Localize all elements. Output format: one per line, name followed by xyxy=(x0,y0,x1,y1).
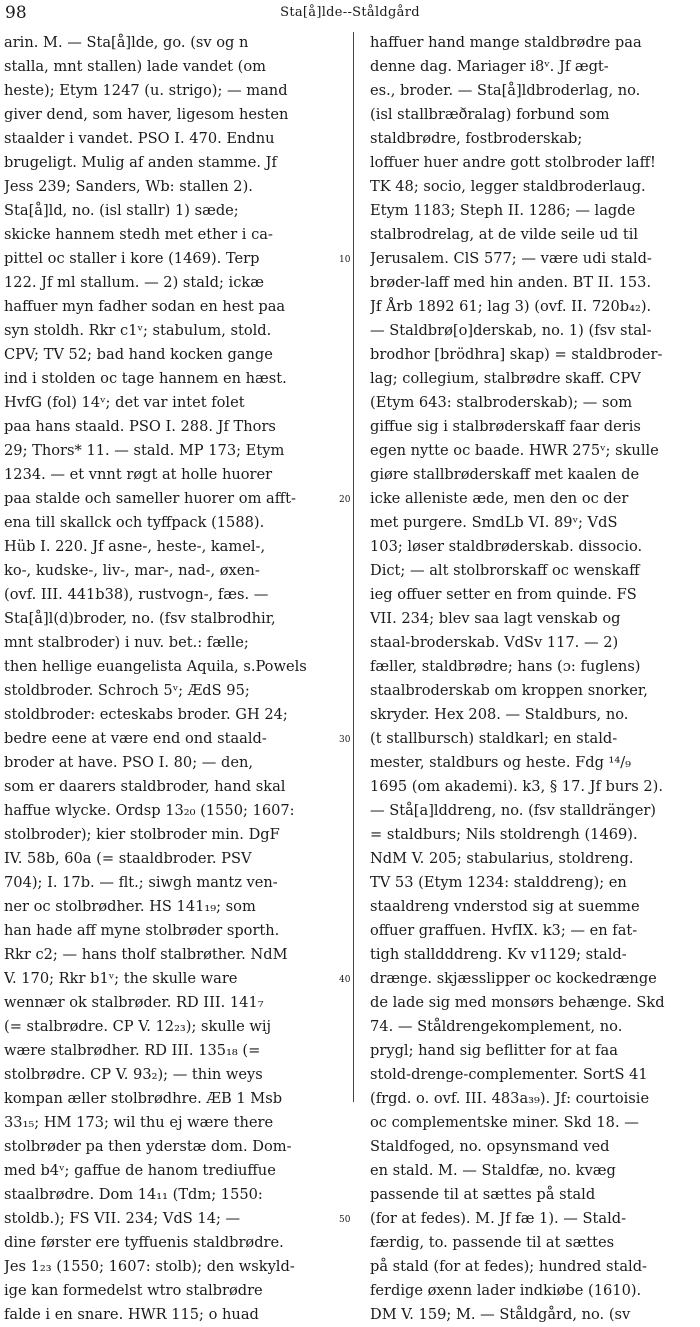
text-line: staldbrødre, fostbroderskab; xyxy=(370,130,583,147)
text-line: oc complementske miner. Skd 18. — xyxy=(370,1114,639,1131)
text-line: ko-, kudske-, liv-, mar-, nad-, øxen- xyxy=(4,562,260,579)
text-line: offuer graffuen. HvfIX. k3; — en fat- xyxy=(370,922,638,939)
running-head: Sta[å]lde--Ståldgård xyxy=(280,5,420,20)
text-line: han hade aff myne stolbrøder sporth. xyxy=(4,922,280,939)
column-rule xyxy=(353,32,354,1102)
text-line: met purgere. SmdLb VI. 89ᵛ; VdS xyxy=(370,514,618,531)
text-line: pittel oc staller i kore (1469). Terp xyxy=(4,250,260,267)
text-line: ind i stolden oc tage hannem en hæst. xyxy=(4,370,287,387)
text-line: drænge. skjæsslipper oc kockedrænge xyxy=(370,970,657,987)
text-line: then hellige euangelista Aquila, s.Powels xyxy=(4,658,307,675)
text-line: ner oc stolbrødher. HS 141₁₉; som xyxy=(4,898,256,915)
text-line: stoldbroder: ecteskabs broder. GH 24; xyxy=(4,706,288,723)
text-line: Sta[å]l(d)broder, no. (fsv stalbrodhir, xyxy=(4,610,276,627)
text-line: denne dag. Mariager i8ᵛ. Jf ægt- xyxy=(370,58,609,75)
text-line: stolbroder); kier stolbroder min. DgF xyxy=(4,826,280,843)
text-line: TV 53 (Etym 1234: stalddreng); en xyxy=(370,874,627,891)
right-column xyxy=(370,31,696,1327)
text-line: — Staldbrø[o]derskab, no. 1) (fsv stal- xyxy=(370,322,652,339)
text-line: skryder. Hex 208. — Staldburs, no. xyxy=(370,706,629,723)
text-line: 103; løser staldbrøderskab. dissocio. xyxy=(370,538,643,555)
text-line: staalbroderskab om kroppen snorker, xyxy=(370,682,648,699)
text-line: TK 48; socio, legger staldbroderlaug. xyxy=(370,178,646,195)
text-line: (frgd. o. ovf. III. 483a₃₉). Jf: courtoisie xyxy=(370,1090,650,1107)
text-line: giver dend, som haver, ligesom hesten xyxy=(4,106,289,123)
line-number-marker: 30 xyxy=(339,735,351,745)
line-number-marker: 20 xyxy=(339,495,351,505)
text-line: passende til at sættes på stald xyxy=(370,1186,596,1203)
text-line: stolbrøder pa then yderstæ dom. Dom- xyxy=(4,1138,292,1155)
page-number: 98 xyxy=(5,3,27,23)
text-line: på stald (for at fedes); hundred stald- xyxy=(370,1258,647,1275)
text-line: brugeligt. Mulig af anden stamme. Jf xyxy=(4,154,277,171)
text-line: brøder-laff med hin anden. BT II. 153. xyxy=(370,274,652,291)
text-line: (= stalbrødre. CP V. 12₂₃); skulle wij xyxy=(4,1018,272,1035)
text-line: loffuer huer andre gott stolbroder laff! xyxy=(370,154,656,171)
text-line: (isl stallbræðralag) forbund som xyxy=(370,106,610,123)
text-line: giøre stallbrøderskaff met kaalen de xyxy=(370,466,640,483)
text-line: dine førster ere tyffuenis staldbrødre. xyxy=(4,1234,284,1251)
text-line: ieg offuer setter en from quinde. FS xyxy=(370,586,637,603)
left-column xyxy=(4,31,337,1327)
text-line: = staldburs; Nils stoldrengh (1469). xyxy=(370,826,638,843)
text-line: haffuer myn fadher sodan en hest paa xyxy=(4,298,286,315)
text-line: mester, staldburs og heste. Fdg ¹⁴/₉ xyxy=(370,754,632,771)
text-line: NdM V. 205; stabularius, stoldreng. xyxy=(370,850,634,867)
text-line: stoldbroder. Schroch 5ᵛ; ÆdS 95; xyxy=(4,682,250,699)
text-line: staalder i vandet. PSO I. 470. Endnu xyxy=(4,130,275,147)
text-line: 29; Thors* 11. — stald. MP 173; Etym xyxy=(4,442,285,459)
text-line: tigh stalldddreng. Kv v1129; stald- xyxy=(370,946,627,963)
text-line: prygl; hand sig beflitter for at faa xyxy=(370,1042,618,1059)
text-line: Etym 1183; Steph II. 1286; — lagde xyxy=(370,202,636,219)
text-line: Jf Årb 1892 61; lag 3) (ovf. II. 720b₄₂). xyxy=(370,298,652,315)
text-line: (Etym 643: stalbroderskab); — som xyxy=(370,394,633,411)
text-line: Jerusalem. ClS 577; — være udi stald- xyxy=(370,250,652,267)
text-line: — Stå[a]lddreng, no. (fsv stalldränger) xyxy=(370,802,656,819)
text-line: en stald. M. — Staldfæ, no. kvæg xyxy=(370,1162,616,1179)
text-line: broder at have. PSO I. 80; — den, xyxy=(4,754,253,771)
text-line: Dict; — alt stolbrorskaff oc wenskaff xyxy=(370,562,640,579)
text-line: brodhor [brödhra] skap) = staldbroder- xyxy=(370,346,663,363)
text-line: IV. 58b, 60a (= staaldbroder. PSV xyxy=(4,850,252,867)
text-line: staalbrødre. Dom 14₁₁ (Tdm; 1550: xyxy=(4,1186,263,1203)
text-line: paa stalde och sameller huorer om afft- xyxy=(4,490,296,507)
text-line: stolbrødre. CP V. 93₂); — thin weys xyxy=(4,1066,263,1083)
text-line: heste); Etym 1247 (u. strigo); — mand xyxy=(4,82,288,99)
text-line: DM V. 159; M. — Ståldgård, no. (sv xyxy=(370,1306,631,1323)
text-line: 74. — Ståldrengekomplement, no. xyxy=(370,1018,623,1035)
text-line: haffuer hand mange staldbrødre paa xyxy=(370,34,642,51)
text-line: 1695 (om akademi). k3, § 17. Jf burs 2). xyxy=(370,778,663,795)
text-line: V. 170; Rkr b1ᵛ; the skulle ware xyxy=(4,970,238,987)
text-line: 33₁₅; HM 173; wil thu ej wære there xyxy=(4,1114,274,1131)
text-line: skicke hannem stedh met ether i ca- xyxy=(4,226,273,243)
text-line: Jes 1₂₃ (1550; 1607: stolb); den wskyld- xyxy=(4,1258,295,1275)
text-line: 122. Jf ml stallum. — 2) stald; ickæ xyxy=(4,274,264,291)
text-line: es., broder. — Sta[å]ldbroderlag, no. xyxy=(370,82,641,99)
text-line: mnt stalbroder) i nuv. bet.: fælle; xyxy=(4,634,249,651)
text-line: som er daarers staldbroder, hand skal xyxy=(4,778,286,795)
text-line: wære stalbrødher. RD III. 135₁₈ (= xyxy=(4,1042,261,1059)
text-line: CPV; TV 52; bad hand kocken gange xyxy=(4,346,273,363)
text-line: arin. M. — Sta[å]lde, go. (sv og n xyxy=(4,34,249,51)
line-number-marker: 40 xyxy=(339,975,351,985)
line-number-marker: 50 xyxy=(339,1215,351,1225)
text-line: stalbrodrelag, at de vilde seile ud til xyxy=(370,226,639,243)
text-line: (for at fedes). M. Jf fæ 1). — Stald- xyxy=(370,1210,627,1227)
text-line: stoldb.); FS VII. 234; VdS 14; — xyxy=(4,1210,241,1227)
text-line: giffue sig i stalbrøderskaff faar deris xyxy=(370,418,641,435)
text-line: ena till skallck och tyffpack (1588). xyxy=(4,514,265,531)
text-line: syn stoldh. Rkr c1ᵛ; stabulum, stold. xyxy=(4,322,272,339)
text-line: staaldreng vnderstod sig at suemme xyxy=(370,898,640,915)
text-line: 1234. — et vnnt røgt at holle huorer xyxy=(4,466,273,483)
line-number-marker: 10 xyxy=(339,255,351,265)
text-line: Hüb I. 220. Jf asne-, heste-, kamel-, xyxy=(4,538,266,555)
text-line: Jess 239; Sanders, Wb: stallen 2). xyxy=(4,178,253,195)
text-line: HvfG (fol) 14ᵛ; det var intet folet xyxy=(4,394,245,411)
text-line: lag; collegium, stalbrødre skaff. CPV xyxy=(370,370,641,387)
text-line: fæller, staldbrødre; hans (ɔ: fuglens) xyxy=(370,658,641,675)
text-line: staal-broderskab. VdSv 117. — 2) xyxy=(370,634,619,651)
text-line: ferdige øxenn lader indkiøbe (1610). xyxy=(370,1282,642,1299)
text-line: Staldfoged, no. opsynsmand ved xyxy=(370,1138,610,1155)
text-line: icke alleniste æde, men den oc der xyxy=(370,490,629,507)
text-line: paa hans staald. PSO I. 288. Jf Thors xyxy=(4,418,276,435)
text-line: falde i en snare. HWR 115; o huad xyxy=(4,1306,259,1323)
text-line: færdig, to. passende til at sættes xyxy=(370,1234,615,1251)
text-line: bedre eene at være end ond staald- xyxy=(4,730,267,747)
text-line: med b4ᵛ; gaffue de hanom trediuffue xyxy=(4,1162,276,1179)
text-line: kompan æller stolbrødhre. ÆB 1 Msb xyxy=(4,1090,283,1107)
text-line: Sta[å]ld, no. (isl stallr) 1) sæde; xyxy=(4,202,239,219)
text-line: ige kan formedelst wtro stalbrødre xyxy=(4,1282,263,1299)
text-line: stold-drenge-complementer. SortS 41 xyxy=(370,1066,648,1083)
text-line: (t stallbursch) staldkarl; en stald- xyxy=(370,730,618,747)
text-line: haffue wlycke. Ordsp 13₂₀ (1550; 1607: xyxy=(4,802,295,819)
text-line: de lade sig med monsørs behænge. Skd xyxy=(370,994,665,1011)
text-line: wennær ok stalbrøder. RD III. 141₇ xyxy=(4,994,264,1011)
text-line: egen nytte oc baade. HWR 275ᵛ; skulle xyxy=(370,442,659,459)
text-line: Rkr c2; — hans tholf stalbrøther. NdM xyxy=(4,946,288,963)
text-line: (ovf. III. 441b38), rustvogn-, fæs. — xyxy=(4,586,269,603)
text-line: 704); I. 17b. — flt.; siwgh mantz ven- xyxy=(4,874,278,891)
text-line: stalla, mnt stallen) lade vandet (om xyxy=(4,58,266,75)
text-line: VII. 234; blev saa lagt venskab og xyxy=(370,610,621,627)
